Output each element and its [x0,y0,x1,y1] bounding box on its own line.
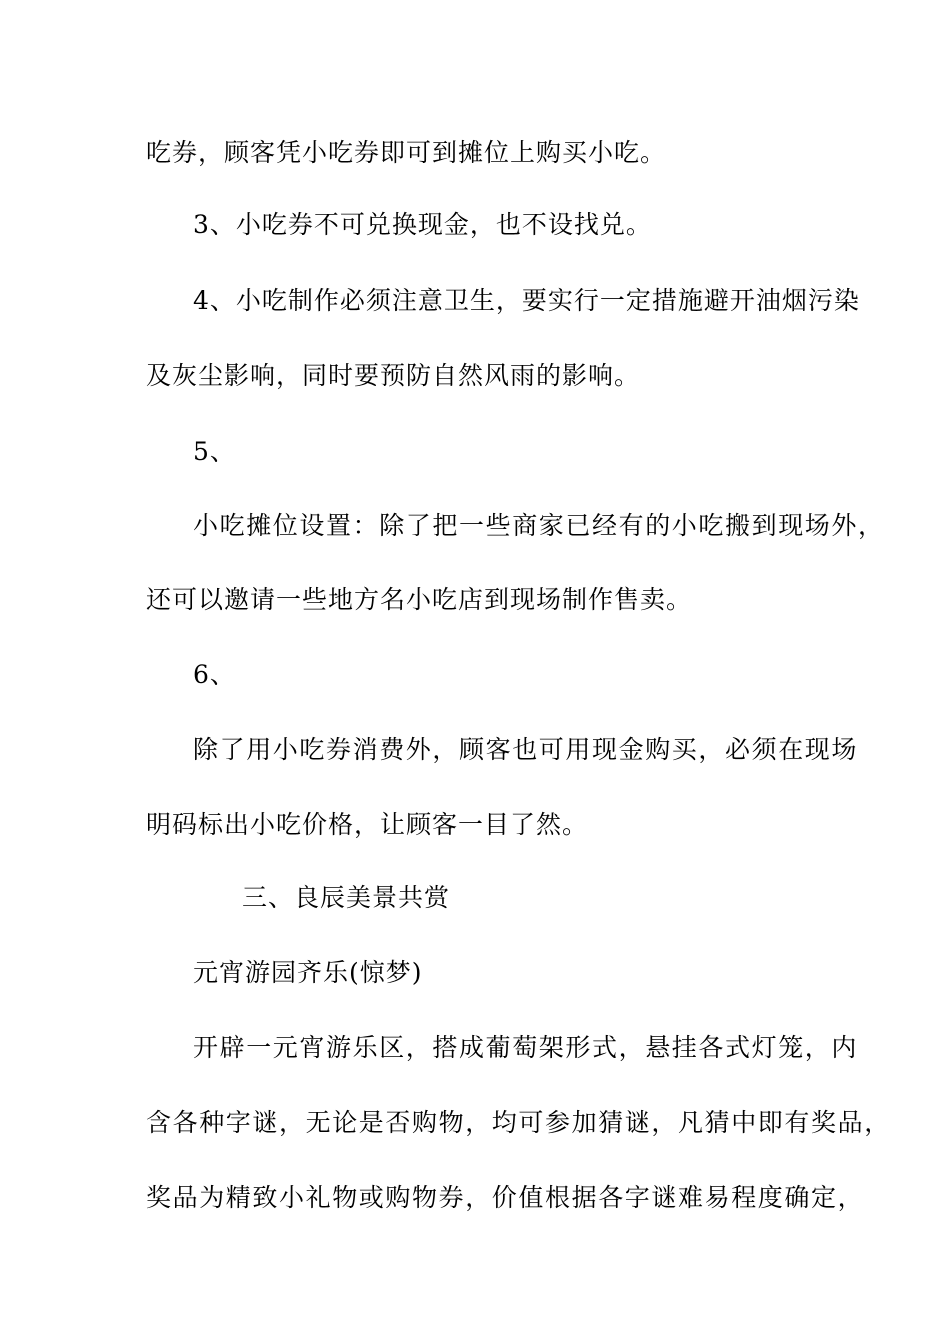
text-line: 小吃摊位设置：除了把一些商家已经有的小吃搬到现场外， [193,511,885,540]
text-line: 及灰尘影响，同时要预防自然风雨的影响。 [146,361,641,390]
text-line: 除了用小吃券消费外，顾客也可用现金购买，必须在现场 [193,735,859,764]
list-item-6-number: 6、 [193,660,236,689]
text-line: 含各种字谜，无论是否购物，均可参加猜谜，凡猜中即有奖品， [146,1108,891,1137]
text-line: 开辟一元宵游乐区，搭成葡萄架形式，悬挂各式灯笼，内 [193,1033,859,1062]
subsection-heading: 元宵游园齐乐(惊梦) [193,958,423,987]
text-line: 奖品为精致小礼物或购物券，价值根据各字谜难易程度确定， [146,1183,865,1212]
text-line: 明码标出小吃价格，让顾客一目了然。 [146,810,589,839]
text-line: 还可以邀请一些地方名小吃店到现场制作售卖。 [146,585,693,614]
list-item-3: 3、小吃券不可兑换现金，也不设找兑。 [193,210,652,239]
list-item-4: 4、小吃制作必须注意卫生，要实行一定措施避开油烟污染 [193,286,860,315]
text-line: 吃券，顾客凭小吃券即可到摊位上购买小吃。 [146,138,667,167]
list-item-5-number: 5、 [193,437,236,466]
section-heading: 三、良辰美景共赏 [242,883,451,912]
